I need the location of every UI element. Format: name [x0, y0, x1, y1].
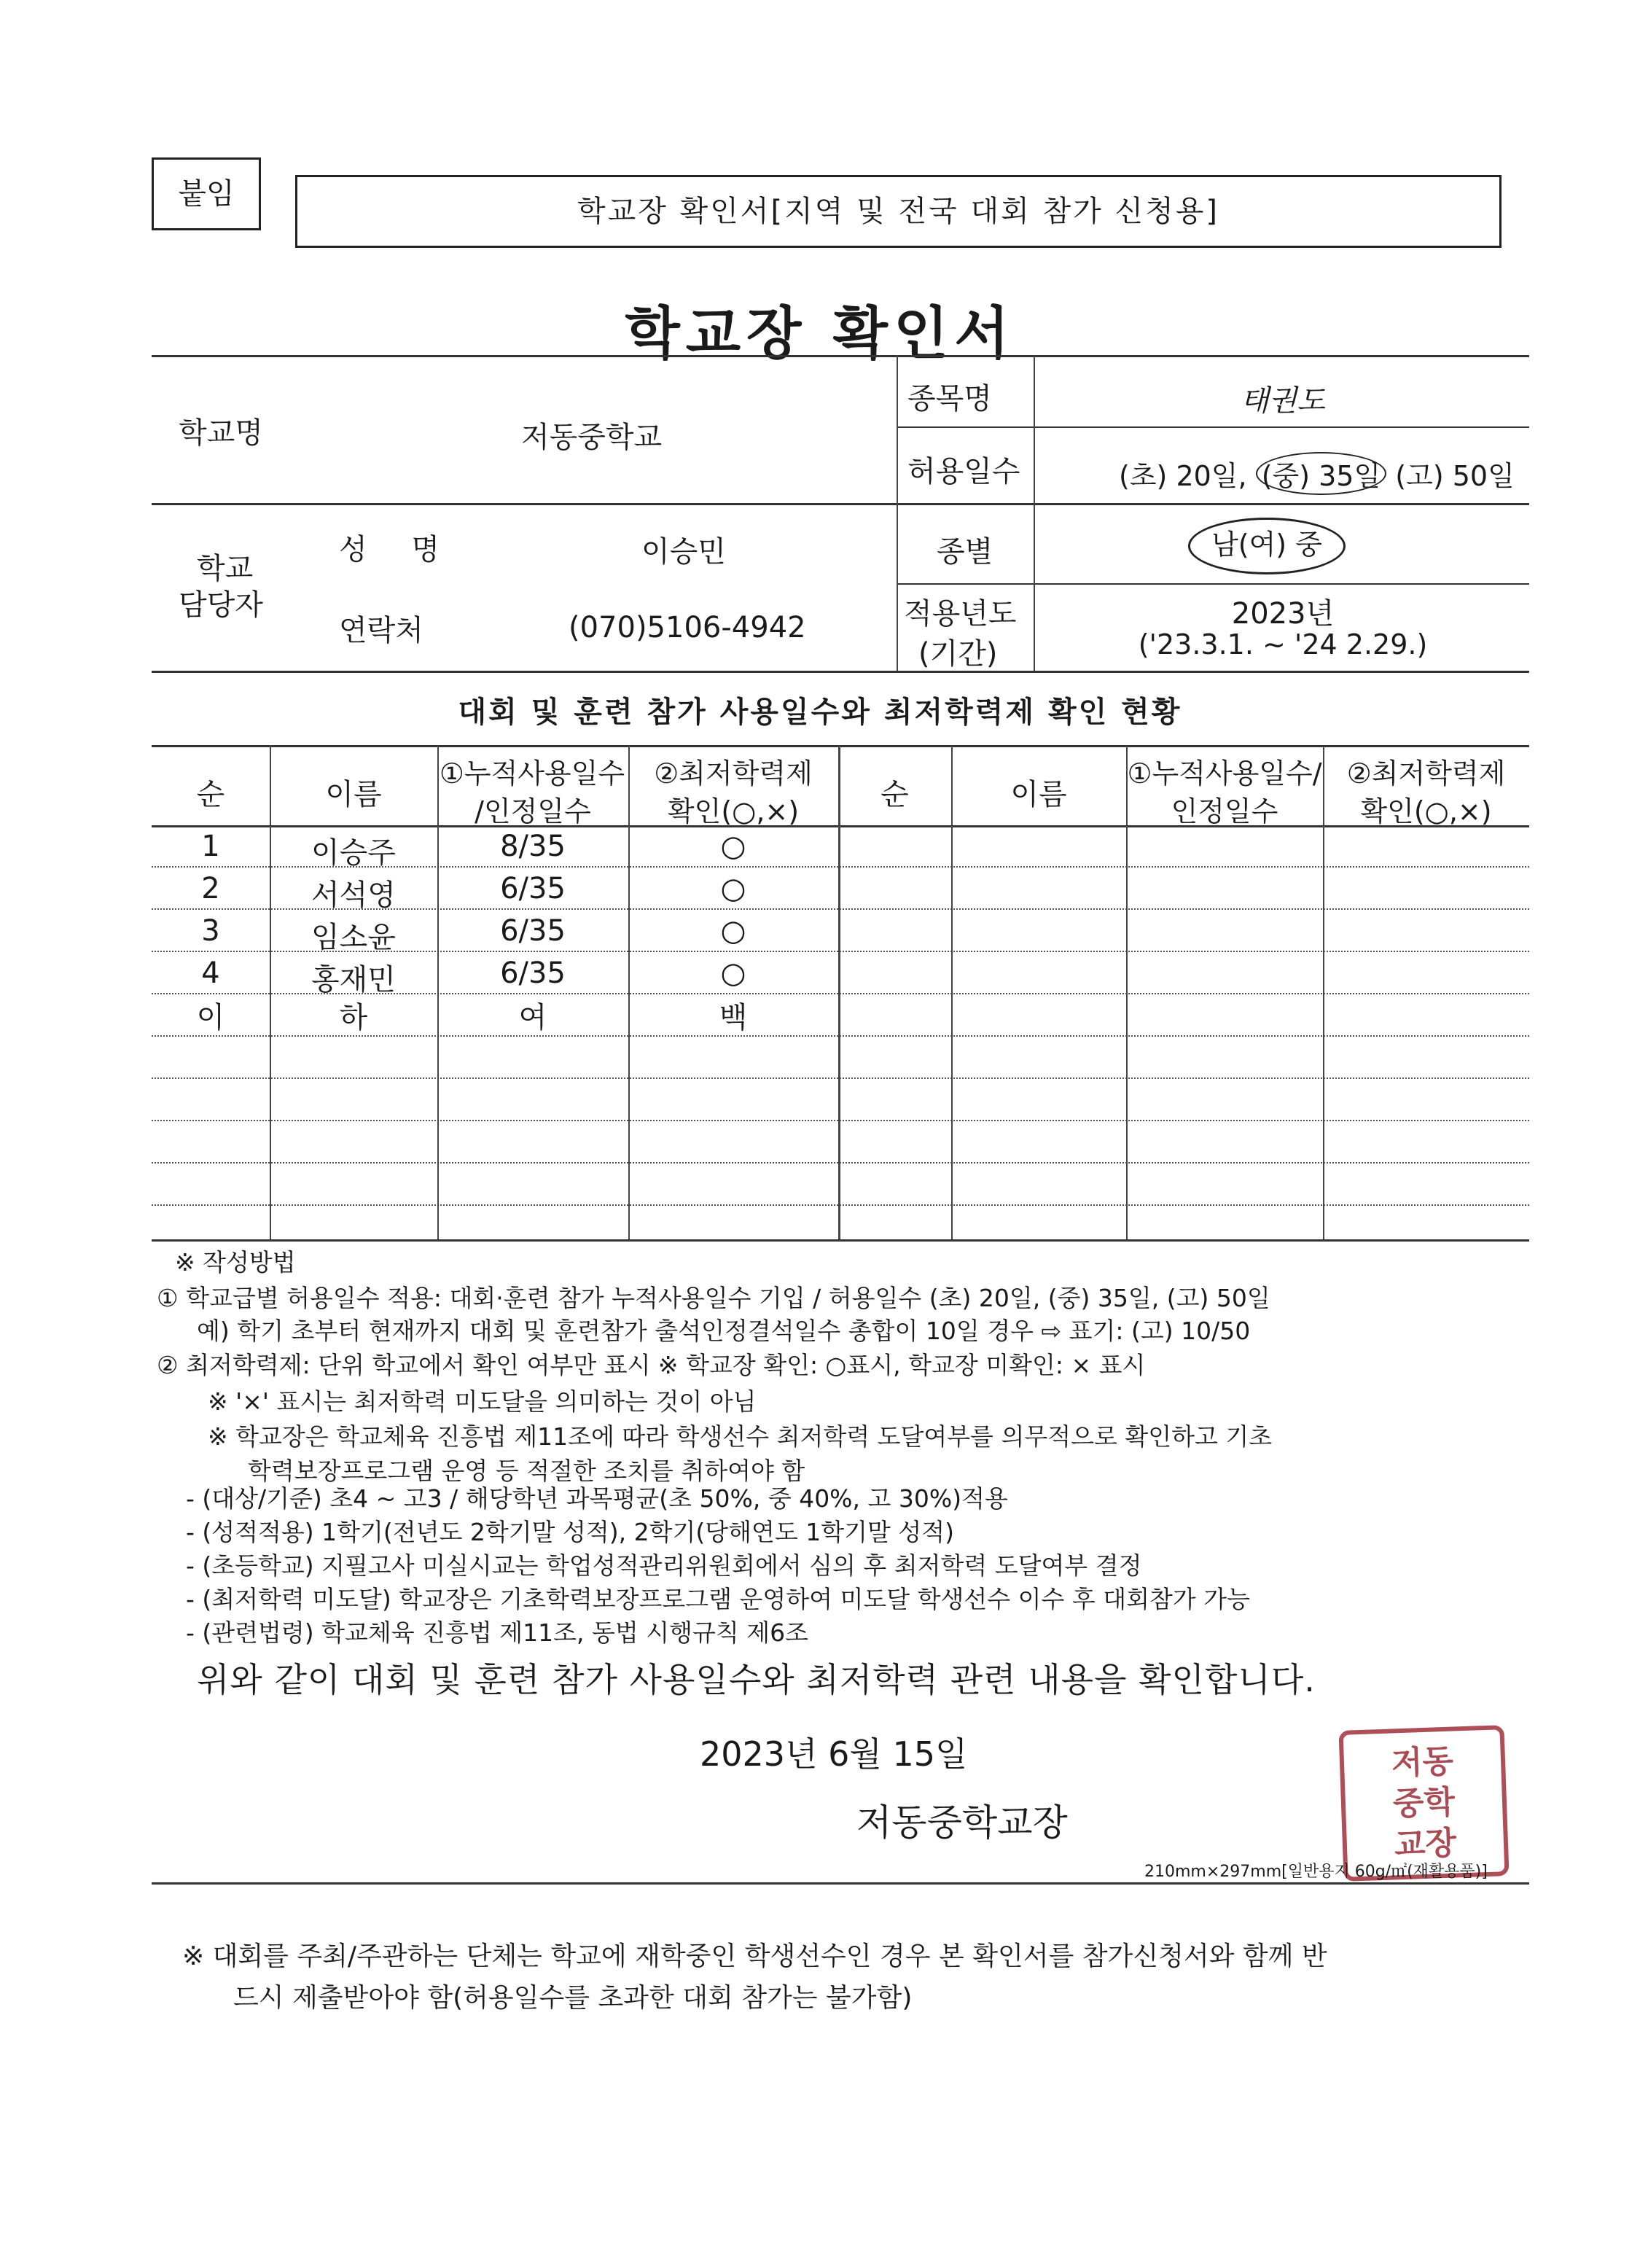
manager-label-2: 담당자 — [179, 588, 263, 622]
cell-days: 6/35 — [500, 872, 566, 905]
year-label-1: 적용년도 — [904, 597, 1017, 631]
cell-check: 백 — [719, 1001, 748, 1034]
info-line-3 — [897, 583, 1529, 585]
allowed-days-el: (초) 20일, — [1119, 460, 1247, 492]
seal-text: 저동중학교장 — [1391, 1742, 1457, 1863]
cell-seq: 2 — [201, 872, 220, 905]
header-seq: 순 — [196, 778, 225, 811]
note-2-sub-2b: 학력보장프로그램 운영 등 적절한 조치를 취하여야 함 — [248, 1457, 805, 1485]
attachment-label-box — [152, 157, 261, 230]
sport-label: 종목명 — [907, 382, 992, 416]
table-vline — [838, 745, 840, 1239]
note-2-line-1: ② 최저학력제: 단위 학교에서 확인 여부만 표시 ※ 학교장 확인: ○표시, 학교장 미확인: × 표시 — [157, 1351, 1146, 1379]
info-bottom-line — [152, 671, 1529, 673]
note-1-line-2: 예) 학기 초부터 현재까지 대회 및 훈련참가 출석인정결석일수 총합이 10일 경우 ⇨ 표기: (고) 10/50 — [197, 1317, 1251, 1345]
detail-5: - (관련법령) 학교체육 진흥법 제11조, 동법 시행규칙 제6조 — [186, 1618, 808, 1647]
cell-days: 6/35 — [500, 914, 566, 948]
header-academic-2: 확인(○,×) — [667, 795, 800, 827]
school-label: 학교명 — [179, 416, 263, 450]
footer-note-2: 드시 제출받아야 함(허용일수를 초과한 대회 참가는 불가함) — [233, 1983, 913, 2013]
note-2-sub-2a: ※ 학교장은 학교체육 진흥법 제11조에 따라 학생선수 최저학력 도달여부를 의무적으로 확인하고 기초 — [208, 1422, 1273, 1451]
issue-date: 2023년 6월 15일 — [700, 1734, 968, 1774]
detail-4: - (최저학력 미도달) 학교장은 기초학력보장프로그램 운영하여 미도달 학생선수 이수 후 대회참가 가능 — [186, 1585, 1251, 1613]
note-2-sub-1: ※ '×' 표시는 최저학력 미도달을 의미하는 것이 아님 — [208, 1387, 757, 1416]
info-line-1 — [897, 426, 1529, 428]
official-seal — [1338, 1725, 1509, 1882]
header-days-right-2: 인정일수 — [1171, 795, 1278, 827]
allowed-days-label: 허용일수 — [907, 455, 1020, 488]
cell-check: ○ — [720, 830, 746, 863]
cell-name: 홍재민 — [311, 963, 396, 997]
header-academic-right-2: 확인(○,×) — [1360, 795, 1492, 827]
allowed-days-mid: (중) 35일 — [1256, 452, 1387, 495]
cell-days: 8/35 — [500, 830, 566, 863]
year-label-2: (기간) — [918, 637, 998, 671]
cell-seq: 3 — [201, 914, 220, 948]
header-name: 이름 — [325, 778, 382, 811]
allowed-days-value — [1119, 452, 1515, 495]
cell-seq: 4 — [201, 956, 220, 990]
cell-seq: 이 — [196, 1001, 225, 1034]
detail-1: - (대상/기준) 초4 ~ 고3 / 해당학년 과목평균(초 50%, 중 40%, 고 30%)적용 — [186, 1484, 1008, 1513]
signature-bottom-line — [152, 1882, 1529, 1885]
table-bottom-line — [152, 1239, 1529, 1242]
confirm-text: 위와 같이 대회 및 훈련 참가 사용일수와 최저학력 관련 내용을 확인합니다. — [197, 1660, 1316, 1699]
header-academic-1: ②최저학력제 — [654, 757, 813, 790]
cell-name: 서석영 — [311, 878, 396, 912]
header-days-1: ①누적사용일수 — [439, 757, 625, 790]
header-banner-text: 학교장 확인서[지역 및 전국 대회 참가 신청용] — [577, 195, 1220, 228]
table-vline — [951, 745, 953, 1239]
gender-value: 남(여) 중 — [1211, 529, 1322, 561]
name-label: 성 명 — [339, 533, 457, 566]
detail-2: - (성적적용) 1학기(전년도 2학기말 성적), 2학기(당해연도 1학기말 성적) — [186, 1518, 955, 1546]
period-value: ('23.3.1. ~ '24 2.29.) — [1138, 628, 1428, 660]
attachment-label: 붙임 — [178, 177, 235, 211]
header-banner — [295, 175, 1502, 248]
header-academic-right-1: ②최저학력제 — [1346, 757, 1506, 790]
section-title: 대회 및 훈련 참가 사용일수와 최저학력제 확인 현황 — [458, 695, 1182, 729]
gender-label: 종별 — [937, 535, 993, 569]
cell-name: 하 — [339, 1001, 368, 1034]
year-value: 2023년 — [1231, 597, 1335, 631]
header-days-right-1: ①누적사용일수/ — [1127, 757, 1322, 790]
page-title: 학교장 확인서 — [625, 301, 1015, 367]
cell-name: 임소윤 — [311, 921, 396, 954]
cell-check: ○ — [720, 872, 746, 905]
school-value: 저동중학교 — [521, 421, 663, 454]
name-value: 이승민 — [641, 535, 726, 569]
cell-check: ○ — [720, 956, 746, 990]
header-seq-right: 순 — [880, 778, 909, 811]
info-vline-1 — [897, 355, 898, 671]
footer-note-1: ※ 대회를 주최/주관하는 단체는 학교에 재학중인 학생선수인 경우 본 확인서를 참가신청서와 함께 반 — [182, 1941, 1327, 1971]
header-days-2: /인정일수 — [475, 795, 591, 827]
sport-value: 태권도 — [1241, 384, 1325, 418]
cell-check: ○ — [720, 914, 746, 948]
info-top-line — [152, 355, 1529, 357]
note-1-line-1: ① 학교급별 허용일수 적용: 대회·훈련 참가 누적사용일수 기입 / 허용일수 (초) 20일, (중) 35일, (고) 50일 — [157, 1284, 1270, 1312]
notes-heading: ※ 작성방법 — [175, 1248, 296, 1277]
detail-3: - (초등학교) 지필고사 미실시교는 학업성적관리위원회에서 심의 후 최저학력 도달여부 결정 — [186, 1551, 1142, 1580]
cell-seq: 1 — [201, 830, 220, 863]
cell-days: 여 — [518, 1001, 547, 1034]
cell-days: 6/35 — [500, 956, 566, 990]
gender-oval — [1188, 518, 1346, 574]
header-name-right: 이름 — [1010, 778, 1067, 811]
manager-label-1: 학교 — [197, 552, 254, 585]
contact-label: 연락처 — [339, 614, 423, 647]
info-line-2 — [152, 503, 1529, 505]
paper-size-note: 210mm×297mm[일반용지 60g/㎡(재활용품)] — [1144, 1863, 1488, 1881]
cell-name: 이승주 — [311, 836, 396, 870]
allowed-days-high: (고) 50일 — [1395, 460, 1515, 492]
principal-name: 저동중학교장 — [856, 1801, 1068, 1844]
contact-value: (070)5106-4942 — [569, 611, 806, 644]
